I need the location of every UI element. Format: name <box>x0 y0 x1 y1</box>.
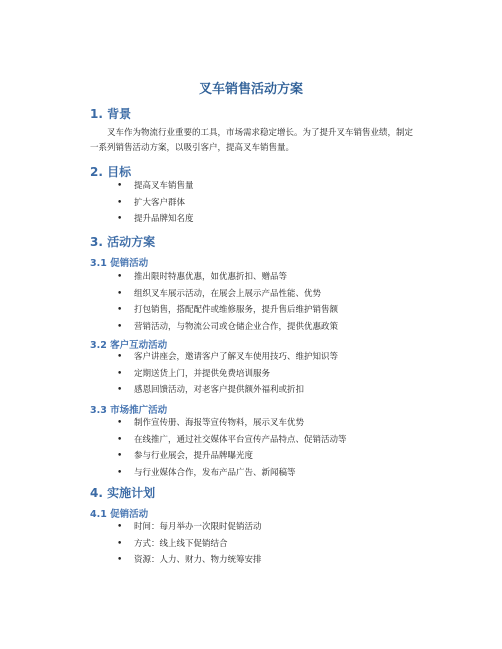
list-item: • 在线推广，通过社交媒体平台宣传产品特点、促销活动等 <box>0 432 347 449</box>
list-item: • 客户讲座会，邀请客户了解叉车使用技巧、维护知识等 <box>0 349 338 366</box>
subsection-heading-customer-interaction: 3.2 客户互动活动 <box>90 340 168 351</box>
section-heading-background: 1. 背景 <box>90 107 132 121</box>
goals-list <box>0 178 194 228</box>
section-heading-implementation: 4. 实施计划 <box>90 486 156 500</box>
list-item: • 参与行业展会，提升品牌曝光度 <box>0 448 347 465</box>
customer-interaction-list <box>0 349 338 399</box>
implementation-promotion-list <box>0 519 262 569</box>
list-item: • 打包销售，搭配配件或维修服务，提升售后维护销售额 <box>0 302 338 319</box>
list-item: • 时间：每月举办一次限时促销活动 <box>0 519 262 536</box>
list-item: • 方式：线上线下促销结合 <box>0 536 262 553</box>
background-paragraph: 叉车作为物流行业重要的工具，市场需求稳定增长。为了提升叉车销售业绩，制定一系列销售活动方案，以吸引客户，提高叉车销售量。 <box>90 128 414 153</box>
list-item: • 提高叉车销售量 <box>0 178 194 195</box>
list-item: • 与行业媒体合作，发布产品广告、新闻稿等 <box>0 465 347 482</box>
document-title: 叉车销售活动方案 <box>198 82 303 97</box>
list-item: • 制作宣传册、海报等宣传物料，展示叉车优势 <box>0 415 347 432</box>
promotion-list <box>0 269 338 335</box>
subsection-heading-promotion: 3.1 促销活动 <box>90 258 149 269</box>
list-item: • 定期送货上门，并提供免费培训服务 <box>0 366 338 383</box>
section-heading-activity-plan: 3. 活动方案 <box>90 235 156 249</box>
list-item: • 感恩回馈活动，对老客户提供额外福利或折扣 <box>0 382 338 399</box>
subsection-heading-market-promotion: 3.3 市场推广活动 <box>90 405 168 416</box>
market-promotion-list <box>0 415 347 481</box>
subsection-heading-implementation-promotion: 4.1 促销活动 <box>90 509 149 520</box>
list-item: • 营销活动，与物流公司或仓储企业合作，提供优惠政策 <box>0 319 338 336</box>
list-item: • 扩大客户群体 <box>0 195 194 212</box>
list-item: • 资源：人力、财力、物力统筹安排 <box>0 552 262 569</box>
section-heading-goals: 2. 目标 <box>90 165 132 179</box>
list-item: • 推出限时特惠优惠，如优惠折扣、赠品等 <box>0 269 338 286</box>
list-item: • 提升品牌知名度 <box>0 211 194 228</box>
list-item: • 组织叉车展示活动，在展会上展示产品性能、优势 <box>0 286 338 303</box>
